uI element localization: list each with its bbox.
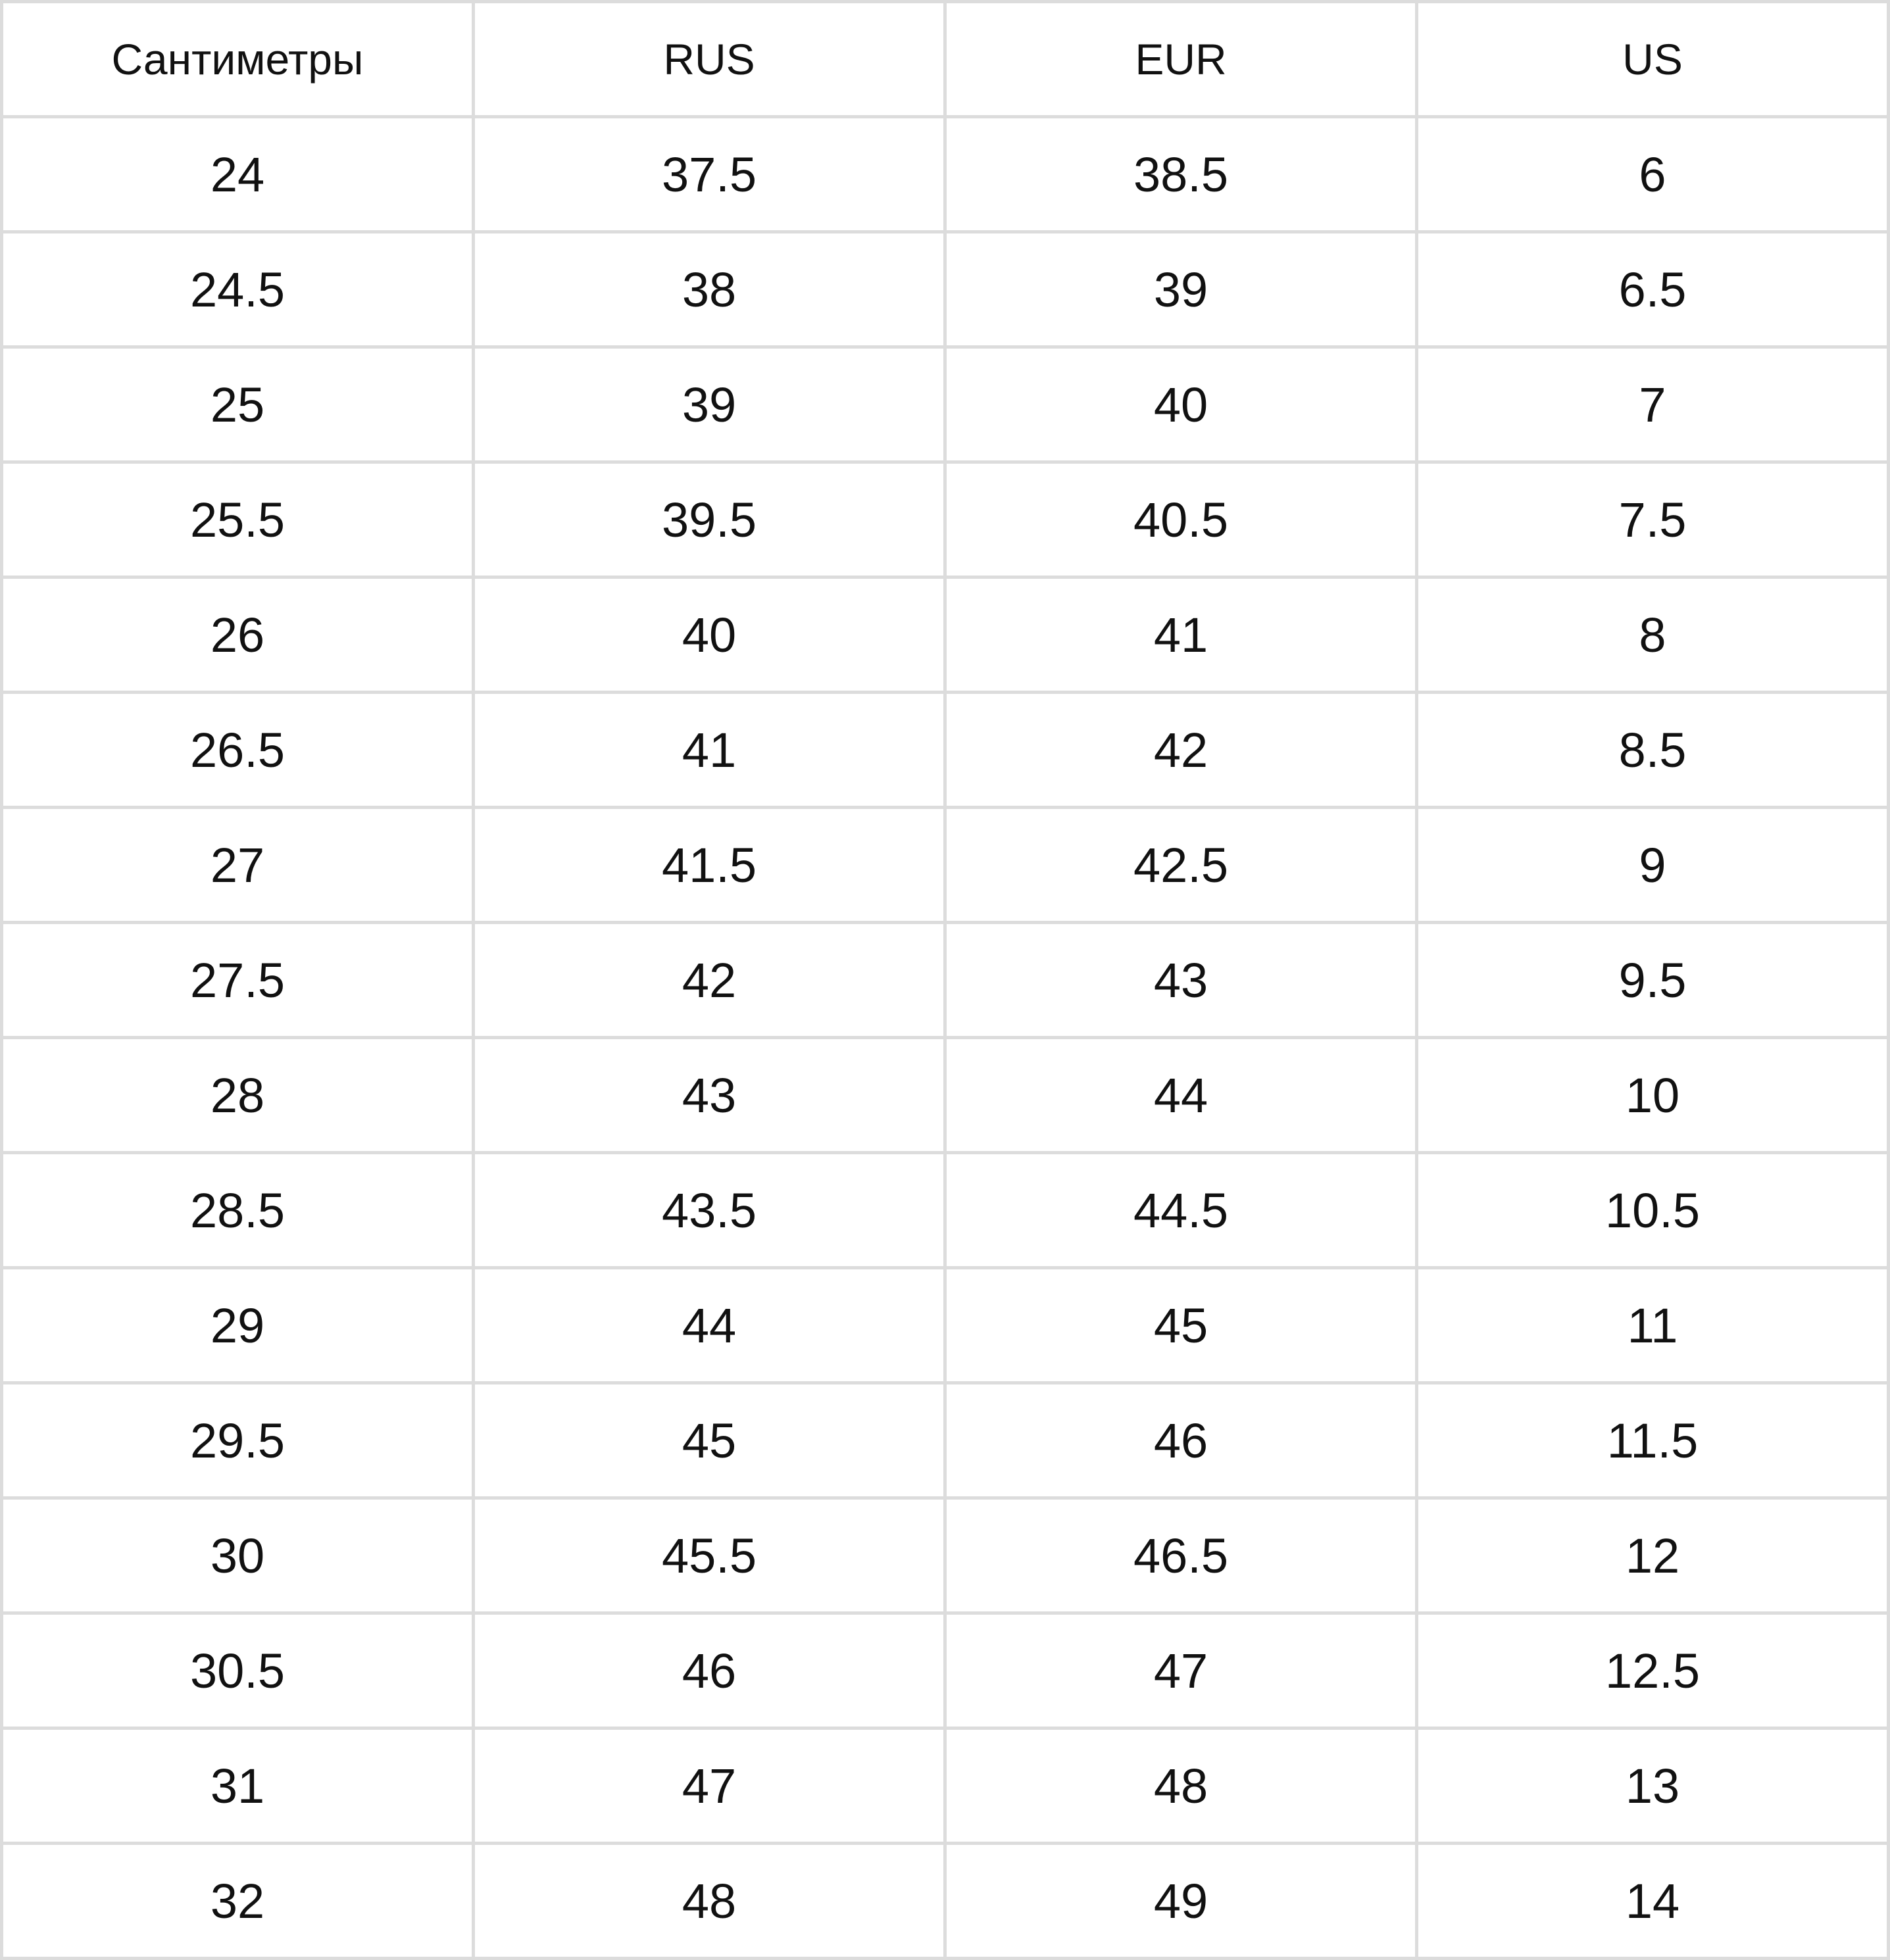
cell-us: 13: [1417, 1728, 1889, 1844]
table-body: [2, 117, 1889, 1959]
cell-rus: 42: [474, 923, 945, 1038]
cell-cm: 29.5: [2, 1383, 474, 1498]
table-row: [2, 1153, 1889, 1268]
cell-eur: 45: [945, 1268, 1417, 1383]
cell-rus: 38: [474, 232, 945, 347]
header-centimeters: Сантиметры: [2, 2, 474, 117]
cell-us: 7.5: [1417, 462, 1889, 577]
cell-us: 12: [1417, 1498, 1889, 1613]
cell-rus: 41: [474, 693, 945, 808]
table-row: [2, 462, 1889, 577]
cell-us: 11: [1417, 1268, 1889, 1383]
cell-rus: 43: [474, 1038, 945, 1153]
cell-rus: 44: [474, 1268, 945, 1383]
table-row: [2, 117, 1889, 232]
cell-us: 14: [1417, 1844, 1889, 1959]
header-us: US: [1417, 2, 1889, 117]
cell-eur: 46.5: [945, 1498, 1417, 1613]
header-rus: RUS: [474, 2, 945, 117]
cell-eur: 44: [945, 1038, 1417, 1153]
cell-cm: 30: [2, 1498, 474, 1613]
cell-cm: 28.5: [2, 1153, 474, 1268]
cell-eur: 44.5: [945, 1153, 1417, 1268]
cell-us: 11.5: [1417, 1383, 1889, 1498]
cell-cm: 27: [2, 808, 474, 923]
cell-eur: 47: [945, 1613, 1417, 1728]
cell-eur: 38.5: [945, 117, 1417, 232]
cell-eur: 43: [945, 923, 1417, 1038]
cell-eur: 42.5: [945, 808, 1417, 923]
table-row: [2, 232, 1889, 347]
header-eur: EUR: [945, 2, 1417, 117]
cell-us: 8: [1417, 577, 1889, 693]
table-row: [2, 1383, 1889, 1498]
cell-rus: 47: [474, 1728, 945, 1844]
cell-cm: 30.5: [2, 1613, 474, 1728]
cell-eur: 40.5: [945, 462, 1417, 577]
cell-us: 12.5: [1417, 1613, 1889, 1728]
table-row: [2, 1613, 1889, 1728]
cell-cm: 26: [2, 577, 474, 693]
cell-cm: 25.5: [2, 462, 474, 577]
cell-rus: 40: [474, 577, 945, 693]
cell-cm: 28: [2, 1038, 474, 1153]
cell-rus: 41.5: [474, 808, 945, 923]
cell-cm: 25: [2, 347, 474, 462]
cell-us: 9: [1417, 808, 1889, 923]
cell-cm: 24: [2, 117, 474, 232]
cell-cm: 32: [2, 1844, 474, 1959]
table-row: [2, 577, 1889, 693]
table-row: [2, 693, 1889, 808]
cell-eur: 39: [945, 232, 1417, 347]
cell-rus: 48: [474, 1844, 945, 1959]
cell-us: 6.5: [1417, 232, 1889, 347]
table-row: [2, 1498, 1889, 1613]
cell-cm: 31: [2, 1728, 474, 1844]
cell-cm: 24.5: [2, 232, 474, 347]
cell-eur: 48: [945, 1728, 1417, 1844]
cell-eur: 41: [945, 577, 1417, 693]
cell-rus: 46: [474, 1613, 945, 1728]
table-row: [2, 1268, 1889, 1383]
cell-rus: 39: [474, 347, 945, 462]
table-row: [2, 808, 1889, 923]
cell-eur: 46: [945, 1383, 1417, 1498]
cell-rus: 45: [474, 1383, 945, 1498]
cell-us: 6: [1417, 117, 1889, 232]
cell-rus: 43.5: [474, 1153, 945, 1268]
cell-rus: 45.5: [474, 1498, 945, 1613]
cell-cm: 29: [2, 1268, 474, 1383]
cell-us: 10: [1417, 1038, 1889, 1153]
cell-rus: 37.5: [474, 117, 945, 232]
cell-eur: 49: [945, 1844, 1417, 1959]
cell-us: 10.5: [1417, 1153, 1889, 1268]
cell-eur: 40: [945, 347, 1417, 462]
cell-cm: 26.5: [2, 693, 474, 808]
table-row: [2, 347, 1889, 462]
cell-us: 8.5: [1417, 693, 1889, 808]
table-row: [2, 1844, 1889, 1959]
cell-cm: 27.5: [2, 923, 474, 1038]
cell-rus: 39.5: [474, 462, 945, 577]
cell-us: 9.5: [1417, 923, 1889, 1038]
table-row: [2, 1728, 1889, 1844]
table-header-row: [2, 2, 1889, 117]
table-row: [2, 1038, 1889, 1153]
table-row: [2, 923, 1889, 1038]
cell-eur: 42: [945, 693, 1417, 808]
cell-us: 7: [1417, 347, 1889, 462]
